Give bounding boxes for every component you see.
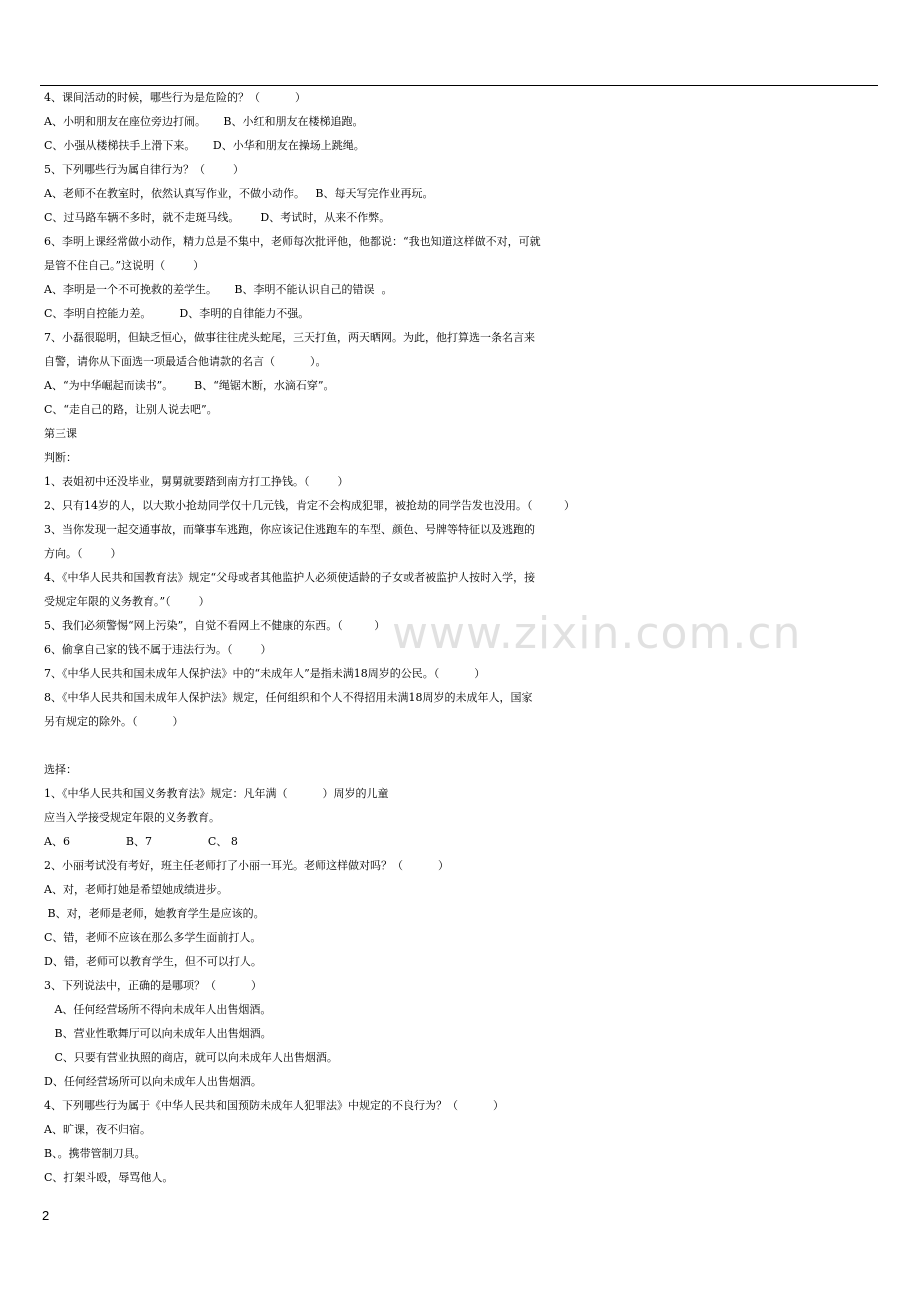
text-line: 另有规定的除外。（ ） [44,715,184,728]
text-line: C、李明自控能力差。 D、李明的自律能力不强。 [44,307,310,320]
text-line: A、李明是一个不可挽救的差学生。 B、李明不能认识自己的错误 。 [44,283,393,296]
text-line: 4、课间活动的时候，哪些行为是危险的？（ ） [44,91,306,104]
text-line: 2、小丽考试没有考好，班主任老师打了小丽一耳光。老师这样做对吗？（ ） [44,859,449,872]
text-line: 6、偷拿自己家的钱不属于违法行为。（ ） [44,643,272,656]
text-line: 7、《中华人民共和国未成年人保护法》中的“未成年人”是指未满18周岁的公民。（ ） [44,667,486,680]
text-line: 选择： [44,763,77,776]
text-line: 2、只有14岁的人，以大欺小抢劫同学仅十几元钱，肯定不会构成犯罪，被抢劫的同学告发也没用。（ ） [44,499,575,512]
text-line: 方向。（ ） [44,547,122,560]
text-line: 判断： [44,451,77,464]
text-line: 6、李明上课经常做小动作，精力总是不集中，老师每次批评他，他都说：“我也知道这样做不对，可就 [44,235,541,248]
text-line: C、“走自己的路，让别人说去吧”。 [44,403,218,416]
text-line: 5、我们必须警惕“网上污染”，自觉不看网上不健康的东西。（ ） [44,619,386,632]
text-line: B、。携带管制刀具。 [44,1147,146,1160]
text-line: A、任何经营场所不得向未成年人出售烟酒。 [44,1003,272,1016]
text-line: 3、下列说法中，正确的是哪项？（ ） [44,979,262,992]
text-line: C、错，老师不应该在那么多学生面前打人。 [44,931,262,944]
text-line: C、小强从楼梯扶手上滑下来。 D、小华和朋友在操场上跳绳。 [44,139,365,152]
text-line: C、打架斗殴，辱骂他人。 [44,1171,174,1184]
text-line: D、任何经营场所可以向未成年人出售烟酒。 [44,1075,262,1088]
text-line: B、营业性歌舞厅可以向未成年人出售烟酒。 [44,1027,272,1040]
watermark: www.zixin.com.cn [392,608,802,659]
text-line: C、只要有营业执照的商店，就可以向未成年人出售烟酒。 [44,1051,338,1064]
page-number: 2 [42,1208,50,1223]
text-line: 第三课 [44,427,77,440]
text-line: B、对，老师是老师，她教育学生是应该的。 [44,907,265,920]
text-line: 自警，请你从下面选一项最适合他请款的名言（ ）。 [44,355,327,368]
text-line: 4、下列哪些行为属于《中华人民共和国预防未成年人犯罪法》中规定的不良行为？（ ） [44,1099,504,1112]
text-line: 8、《中华人民共和国未成年人保护法》规定，任何组织和个人不得招用未满18周岁的未成年人，国家 [44,691,533,704]
text-line: 1、《中华人民共和国义务教育法》规定：凡年满（ ）周岁的儿童 [44,787,389,800]
text-line: 受规定年限的义务教育。”（ ） [44,595,210,608]
text-line: 3、当你发现一起交通事故，而肇事车逃跑，你应该记住逃跑车的车型、颜色、号牌等特征以及逃跑的 [44,523,535,536]
text-line: 是管不住自己。”这说明（ ） [44,259,205,272]
text-line: A、旷课，夜不归宿。 [44,1123,151,1136]
text-line: A、小明和朋友在座位旁边打闹。 B、小红和朋友在楼梯追跑。 [44,115,364,128]
text-line: C、过马路车辆不多时，就不走斑马线。 D、考试时，从来不作弊。 [44,211,391,224]
text-line: A、对，老师打她是希望她成绩进步。 [44,883,228,896]
text-line: 应当入学接受规定年限的义务教育。 [44,811,220,824]
text-line: D、错，老师可以教育学生，但不可以打人。 [44,955,262,968]
text-line: 4、《中华人民共和国教育法》规定“父母或者其他监护人必须使适龄的子女或者被监护人按时入学，接 [44,571,536,584]
text-line: A、老师不在教室时，依然认真写作业，不做小动作。 B、每天写完作业再玩。 [44,187,434,200]
text-line: A、6 B、7 C、 8 [44,835,238,848]
text-line: 1、表姐初中还没毕业，舅舅就要踏到南方打工挣钱。（ ） [44,475,349,488]
text-line: A、“为中华崛起而读书”。 B、“绳锯木断，水滴石穿”。 [44,379,335,392]
text-line: 5、下列哪些行为属自律行为？（ ） [44,163,244,176]
text-line: 7、小磊很聪明，但缺乏恒心，做事往往虎头蛇尾，三天打鱼，两天晒网。为此，他打算选一条名言来 [44,331,535,344]
text-line [44,734,904,758]
